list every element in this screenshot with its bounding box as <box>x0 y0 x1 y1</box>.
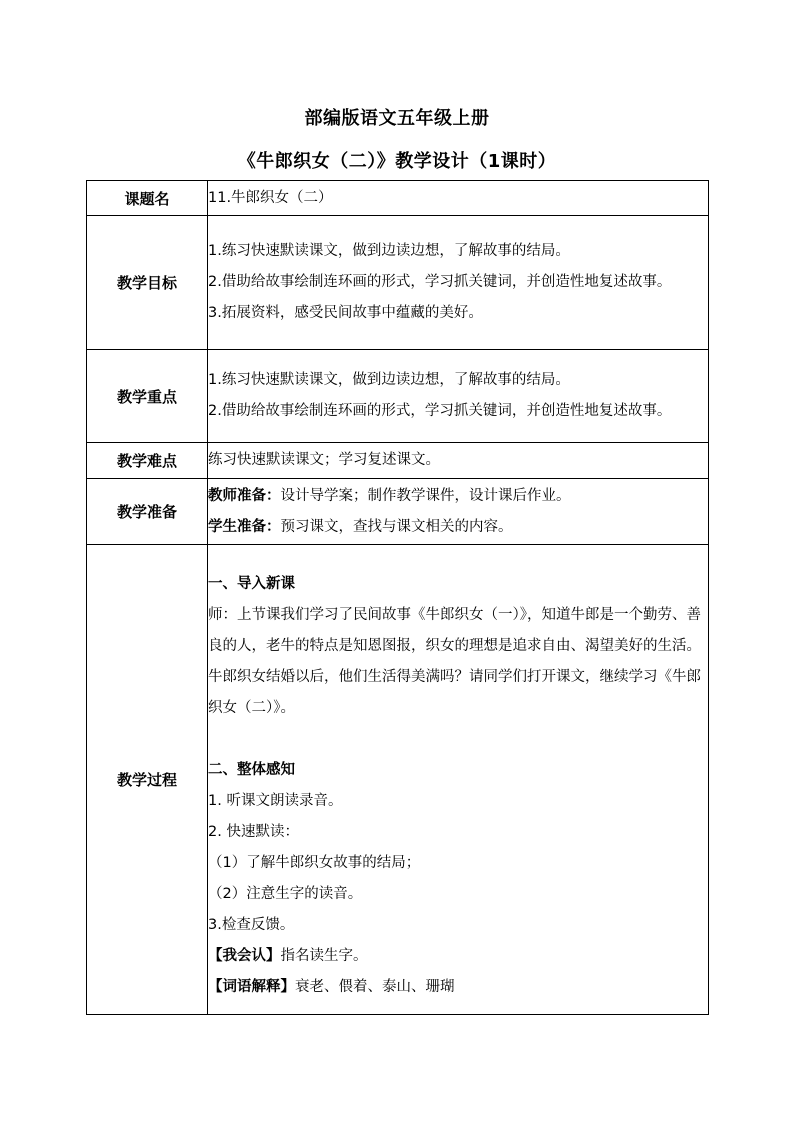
recognize-label: 【我会认】 <box>208 948 281 964</box>
table-row-process <box>87 545 709 1015</box>
goals-label: 教学目标 <box>87 216 208 350</box>
recognize-line <box>208 941 708 972</box>
goals-content <box>208 216 709 350</box>
lesson-title: 《牛郎织女（二）》教学设计（1课时） <box>237 151 557 172</box>
table-row-topic <box>87 181 709 216</box>
process-label: 教学过程 <box>87 545 208 1015</box>
section-title: 二、整体感知 <box>208 762 295 778</box>
process-substep: （1）了解牛郎织女故事的结局； <box>208 855 421 871</box>
teacher-preparation-value: 设计导学案；制作教学课件，设计课后作业。 <box>280 487 571 504</box>
section-paragraph: 师：上节课我们学习了民间故事《牛郎织女（一）》，知道牛郎是一个勤劳、善良的人，老牛的特点是知恩图报，织女的理想是追求自由、渴望美好的生活。牛郎织女结婚以后，他们生活得美满吗？请同学们打开课文，继续学习《牛郎织女（二）》。 <box>208 607 701 716</box>
key-points-content <box>208 350 709 443</box>
table-row-goals <box>87 216 709 350</box>
vocab-label: 【词语解释】 <box>208 979 295 995</box>
process-step: 3.检查反馈。 <box>208 917 295 933</box>
process-step: 2. 快速默读： <box>208 824 299 840</box>
vocab-line <box>208 972 708 1003</box>
goal-item: 1.练习快速默读课文，做到边读边想，了解故事的结局。 <box>208 243 570 259</box>
difficulties-value: 练习快速默读课文；学习复述课文。 <box>208 443 709 479</box>
student-preparation-value: 预习课文，查找与课文相关的内容。 <box>280 518 513 535</box>
topic-label: 课题名 <box>87 181 208 216</box>
key-points-label: 教学重点 <box>87 350 208 443</box>
goal-item: 3.拓展资料，感受民间故事中蕴藏的美好。 <box>208 305 483 321</box>
document-title: 部编版语文五年级上册 <box>304 108 490 129</box>
preparation-content <box>208 479 709 545</box>
key-point-item: 2.借助给故事绘制连环画的形式，学习抓关键词，并创造性地复述故事。 <box>208 403 672 419</box>
lesson-plan-table <box>86 180 709 1015</box>
difficulties-label: 教学难点 <box>87 443 208 479</box>
process-step: 1. 听课文朗读录音。 <box>208 793 343 809</box>
preparation-label: 教学准备 <box>87 479 208 545</box>
table-row-difficulties <box>87 443 709 479</box>
table-row-preparation <box>87 479 709 545</box>
process-substep: （2）注意生字的读音。 <box>208 886 363 902</box>
teacher-preparation <box>208 481 708 512</box>
student-preparation <box>208 512 708 543</box>
goal-item: 2.借助给故事绘制连环画的形式，学习抓关键词，并创造性地复述故事。 <box>208 274 672 290</box>
recognize-value: 指名读生字。 <box>280 948 368 964</box>
teacher-preparation-label: 教师准备： <box>208 487 281 504</box>
key-point-item: 1.练习快速默读课文，做到边读边想，了解故事的结局。 <box>208 372 570 388</box>
section-title: 一、导入新课 <box>208 576 295 592</box>
process-content <box>208 545 709 1015</box>
topic-value: 11.牛郎织女（二） <box>208 181 709 216</box>
student-preparation-label: 学生准备： <box>208 518 281 535</box>
vocab-value: 衰老、偎着、泰山、珊瑚 <box>295 979 455 995</box>
table-row-key-points <box>87 350 709 443</box>
